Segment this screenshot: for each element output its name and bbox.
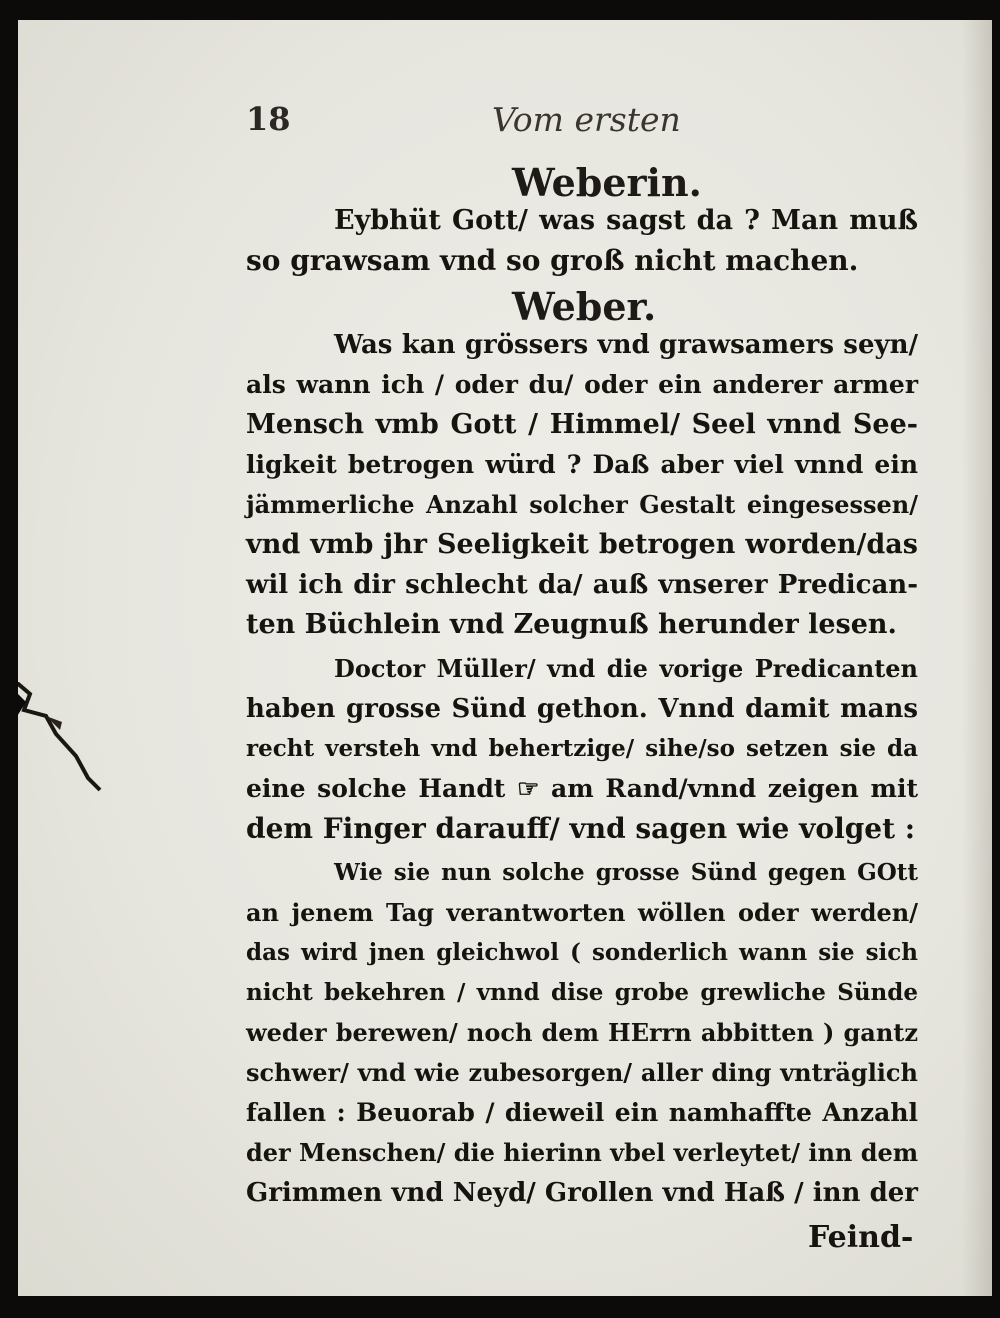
text-line: ten Büchlein vnd Zeugnuß herunder lesen. [246,609,897,640]
catchword: Feind- [808,1220,914,1255]
text-line: so grawsam vnd so groß nicht machen. [246,244,859,277]
text-line: Grimmen vnd Neyd/ Grollen vnd Haß / inn der [246,1178,918,1208]
page-number: 18 [246,100,291,138]
text-line: der Menschen/ die hierinn vbel verleytet/ inn dem [246,1138,919,1167]
text-line: weder berewen/ noch dem HErrn abbitten ) gantz [246,1018,918,1047]
text-line: Eybhüt Gott/ was sagst da ? Man muß [334,205,918,236]
text-line: Mensch vmb Gott / Himmel/ Seel vnnd See- [246,409,918,440]
text-line: Doctor Müller/ vnd die vorige Predicanten [334,654,918,683]
text-line: als wann ich / oder du/ oder ein anderer armer [246,370,918,399]
text-line: fallen : Beuorab / dieweil ein namhaffte Anzahl [246,1098,918,1127]
torn-edge-mark [18,682,112,792]
text-line: wil ich dir schlecht da/ auß vnserer Predican- [246,570,918,600]
text-line: Wie sie nun solche grosse Sünd gegen GOtt [334,859,918,886]
speaker-heading-weber: Weber. [512,284,657,329]
text-line: dem Finger darauff/ vnd sagen wie volget : [246,812,916,845]
speaker-heading-weberin: Weberin. [512,160,702,205]
text-line: ligkeit betrogen würd ? Daß aber viel vnnd ein [246,450,918,479]
text-line: an jenem Tag verantworten wöllen oder werden/ [246,898,918,927]
text-line: vnd vmb jhr Seeligkeit betrogen worden/das [246,529,918,560]
text-line: nicht bekehren / vnnd dise grobe grewliche Sünde [246,979,918,1006]
page-header [246,100,866,150]
text-line: schwer/ vnd wie zubesorgen/ aller ding vnträglich [246,1058,918,1087]
text-line: das wird jnen gleichwol ( sonderlich wann sie sich [246,939,918,966]
text-line: haben grosse Sünd gethon. Vnnd damit mans [246,694,918,724]
book-page [18,20,992,1296]
page-shadow [962,20,992,1296]
text-line: jämmerliche Anzahl solcher Gestalt eingesessen/ [246,490,918,519]
text-line: recht versteh vnd behertzige/ sihe/so setzen sie da [246,735,918,762]
text-line: eine solche Handt ☞ am Rand/vnnd zeigen mit [246,774,918,803]
running-head: Vom ersten [492,100,681,139]
text-line: Was kan grössers vnd grawsamers seyn/ [334,330,918,360]
